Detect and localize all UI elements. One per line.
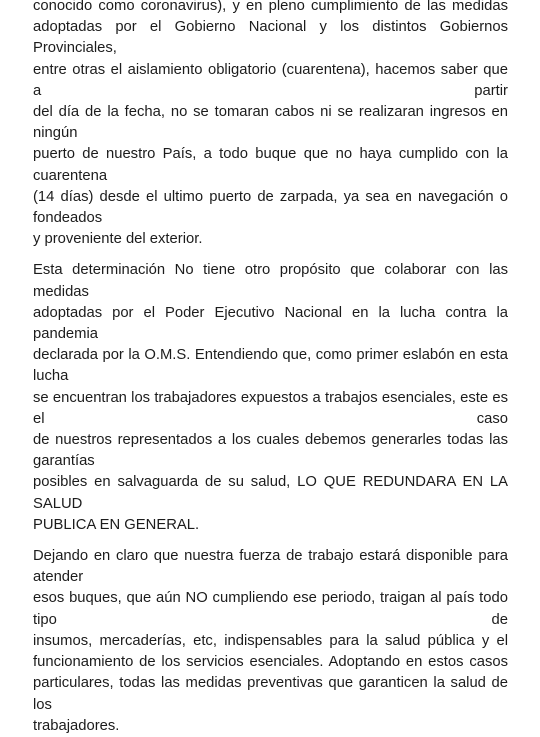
- document-body: [33, 0, 508, 737]
- text-line: se encuentran los trabajadores expuestos a trabajos esenciales, este es el caso: [33, 389, 508, 427]
- text-line: insumos, mercaderías, etc, indispensables para la salud pública y el: [33, 632, 508, 649]
- text-line: declarada por la O.M.S. Entendiendo que, como primer eslabón en esta lucha: [33, 347, 508, 385]
- text-line: particulares, todas las medidas preventivas que garanticen la salud de los: [33, 675, 508, 713]
- text-line: esos buques, que aún NO cumpliendo ese periodo, traigan al país todo tipo de: [33, 590, 508, 628]
- text-line: funcionamiento de los servicios esenciales. Adoptando en estos casos: [33, 654, 508, 671]
- text-line: (14 días) desde el ultimo puerto de zarpada, ya sea en navegación o fondeados: [33, 188, 508, 227]
- text-line: entre otras el aislamiento obligatorio (cuarentena), hacemos saber que a partir: [33, 61, 508, 99]
- paragraph-2: [33, 260, 508, 536]
- text-line: y proveniente del exterior.: [33, 231, 203, 248]
- text-line: del día de la fecha, no se tomaran cabos ni se realizaran ingresos en ningún: [33, 104, 508, 142]
- text-line: de nuestros representados a los cuales debemos generarles todas las garantías: [33, 432, 508, 470]
- text-line: conocido como coronavirus), y en pleno cumplimiento de las medidas: [33, 0, 508, 14]
- text-line: PUBLICA EN GENERAL.: [33, 516, 200, 533]
- text-line: Dejando en claro que nuestra fuerza de trabajo estará disponible para atender: [33, 548, 508, 586]
- text-line: adoptadas por el Poder Ejecutivo Nacional en la lucha contra la pandemia: [33, 304, 508, 343]
- paragraph-3: [33, 546, 508, 737]
- text-line: Esta determinación No tiene otro propósito que colaborar con las medidas: [33, 262, 508, 300]
- text-line: posibles en salvaguarda de su salud, LO QUE REDUNDARA EN LA SALUD: [33, 474, 508, 512]
- text-line: adoptadas por el Gobierno Nacional y los distintos Gobiernos Provinciales,: [33, 19, 508, 57]
- paragraph-1: [33, 0, 508, 250]
- text-line: trabajadores.: [33, 717, 120, 734]
- text-line: puerto de nuestro País, a todo buque que no haya cumplido con la cuarentena: [33, 146, 508, 184]
